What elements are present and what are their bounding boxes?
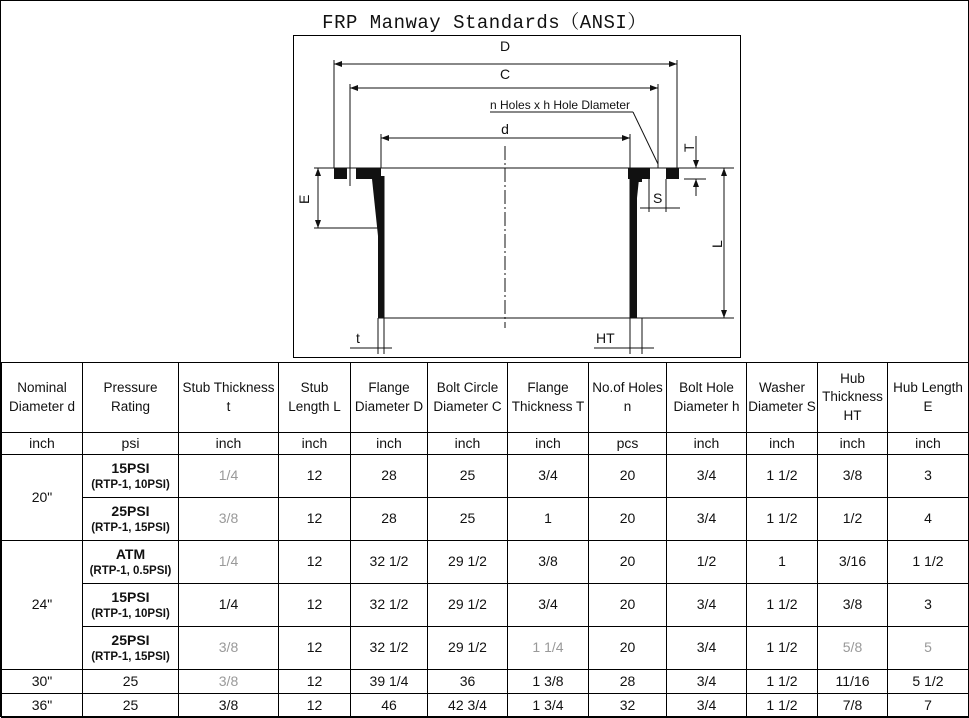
value-cell: 3/4	[667, 670, 747, 694]
unit-cell: inch	[888, 433, 969, 455]
value-cell: 3/4	[508, 584, 589, 627]
value-cell: 28	[351, 455, 428, 498]
value-cell: 3/8	[179, 670, 279, 694]
nominal-diameter-cell: 30"	[2, 670, 83, 694]
header-cell: Bolt Circle Diameter C	[428, 363, 508, 433]
header-cell: Flange Thickness T	[508, 363, 589, 433]
unit-cell: inch	[279, 433, 351, 455]
value-cell: 1 1/2	[747, 498, 818, 541]
value-cell: 11/16	[818, 670, 888, 694]
value-cell: 28	[351, 498, 428, 541]
unit-cell: inch	[508, 433, 589, 455]
value-cell: 32	[589, 694, 667, 718]
value-cell: 12	[279, 498, 351, 541]
pressure-rating-cell: ATM (RTP-1, 0.5PSI)	[83, 541, 179, 584]
value-cell: 1/2	[818, 498, 888, 541]
value-cell: 1 1/2	[747, 627, 818, 670]
value-cell: 3	[888, 584, 969, 627]
pressure-rating-cell: 25PSI (RTP-1, 15PSI)	[83, 627, 179, 670]
value-cell: 32 1/2	[351, 541, 428, 584]
value-cell: 28	[589, 670, 667, 694]
header-cell: Washer Diameter S	[747, 363, 818, 433]
value-cell: 12	[279, 670, 351, 694]
pressure-rating-cell: 15PSI (RTP-1, 10PSI)	[83, 455, 179, 498]
dim-label-HT: HT	[596, 330, 615, 346]
value-cell: 5/8	[818, 627, 888, 670]
header-cell: Hub Length E	[888, 363, 969, 433]
value-cell: 39 1/4	[351, 670, 428, 694]
value-cell: 1	[747, 541, 818, 584]
value-cell: 7/8	[818, 694, 888, 718]
header-cell: No.of Holes n	[589, 363, 667, 433]
value-cell: 12	[279, 694, 351, 718]
value-cell: 5 1/2	[888, 670, 969, 694]
dim-label-E: E	[296, 194, 312, 204]
pressure-rating-cell: 25	[83, 670, 179, 694]
value-cell: 29 1/2	[428, 627, 508, 670]
nominal-diameter-cell: 20"	[2, 455, 83, 541]
value-cell: 1 1/2	[888, 541, 969, 584]
value-cell: 1/2	[667, 541, 747, 584]
unit-cell: psi	[83, 433, 179, 455]
value-cell: 20	[589, 627, 667, 670]
value-cell: 3/8	[818, 455, 888, 498]
value-cell: 12	[279, 541, 351, 584]
nominal-diameter-cell: 24"	[2, 541, 83, 670]
value-cell: 20	[589, 541, 667, 584]
value-cell: 1 3/4	[508, 694, 589, 718]
value-cell: 1/4	[179, 584, 279, 627]
pressure-rating-cell: 25PSI (RTP-1, 15PSI)	[83, 498, 179, 541]
header-cell: Nominal Diameter d	[2, 363, 83, 433]
value-cell: 3/4	[667, 498, 747, 541]
dim-label-S: S	[653, 190, 663, 206]
value-cell: 7	[888, 694, 969, 718]
table-row	[2, 670, 969, 694]
value-cell: 1/4	[179, 455, 279, 498]
dim-label-C: C	[499, 66, 511, 82]
header-cell: Bolt Hole Diameter h	[667, 363, 747, 433]
value-cell: 1 1/4	[508, 627, 589, 670]
value-cell: 1/4	[179, 541, 279, 584]
pressure-rating-cell: 25	[83, 694, 179, 718]
value-cell: 3/16	[818, 541, 888, 584]
value-cell: 32 1/2	[351, 627, 428, 670]
value-cell: 4	[888, 498, 969, 541]
pressure-rating-cell: 15PSI (RTP-1, 10PSI)	[83, 584, 179, 627]
unit-cell: inch	[179, 433, 279, 455]
value-cell: 3/8	[818, 584, 888, 627]
value-cell: 25	[428, 498, 508, 541]
value-cell: 3/4	[667, 455, 747, 498]
dim-label-t: t	[356, 330, 360, 346]
page-title: FRP Manway Standards（ANSI）	[322, 12, 647, 34]
dim-label-d: d	[501, 121, 509, 137]
header-cell: Pressure Rating	[83, 363, 179, 433]
header-cell: Flange Diameter D	[351, 363, 428, 433]
value-cell: 3/8	[508, 541, 589, 584]
unit-cell: pcs	[589, 433, 667, 455]
table-row	[2, 584, 969, 627]
value-cell: 3/8	[179, 627, 279, 670]
unit-cell: inch	[818, 433, 888, 455]
value-cell: 1 1/2	[747, 584, 818, 627]
table-row	[2, 455, 969, 498]
nominal-diameter-cell: 36"	[2, 694, 83, 718]
table-row	[2, 694, 969, 718]
value-cell: 3/4	[667, 627, 747, 670]
dim-label-D: D	[499, 38, 511, 54]
unit-cell: inch	[747, 433, 818, 455]
value-cell: 1 1/2	[747, 670, 818, 694]
value-cell: 1	[508, 498, 589, 541]
dim-label-T: T	[681, 143, 697, 152]
value-cell: 29 1/2	[428, 584, 508, 627]
value-cell: 1 3/8	[508, 670, 589, 694]
unit-cell: inch	[351, 433, 428, 455]
value-cell: 20	[589, 584, 667, 627]
value-cell: 3/4	[667, 694, 747, 718]
specifications-table	[1, 362, 969, 718]
value-cell: 46	[351, 694, 428, 718]
dim-label-L: L	[709, 240, 725, 248]
value-cell: 12	[279, 455, 351, 498]
value-cell: 32 1/2	[351, 584, 428, 627]
value-cell: 3/8	[179, 498, 279, 541]
value-cell: 1 1/2	[747, 694, 818, 718]
value-cell: 36	[428, 670, 508, 694]
value-cell: 42 3/4	[428, 694, 508, 718]
value-cell: 12	[279, 627, 351, 670]
value-cell: 1 1/2	[747, 455, 818, 498]
manway-drawing	[293, 35, 741, 358]
units-row	[2, 433, 969, 455]
table-row	[2, 627, 969, 670]
value-cell: 3/8	[179, 694, 279, 718]
header-cell: Hub Thickness HT	[818, 363, 888, 433]
unit-cell: inch	[428, 433, 508, 455]
unit-cell: inch	[2, 433, 83, 455]
unit-cell: inch	[667, 433, 747, 455]
value-cell: 3	[888, 455, 969, 498]
value-cell: 5	[888, 627, 969, 670]
value-cell: 25	[428, 455, 508, 498]
header-row	[2, 363, 969, 433]
header-cell: Stub Thickness t	[179, 363, 279, 433]
value-cell: 12	[279, 584, 351, 627]
holes-callout: n Holes x h Hole Dlameter	[490, 98, 631, 112]
table-row	[2, 541, 969, 584]
value-cell: 29 1/2	[428, 541, 508, 584]
table-row	[2, 498, 969, 541]
manway-cross-section-svg	[294, 36, 740, 357]
value-cell: 20	[589, 498, 667, 541]
value-cell: 3/4	[667, 584, 747, 627]
value-cell: 20	[589, 455, 667, 498]
header-cell: Stub Length L	[279, 363, 351, 433]
value-cell: 3/4	[508, 455, 589, 498]
